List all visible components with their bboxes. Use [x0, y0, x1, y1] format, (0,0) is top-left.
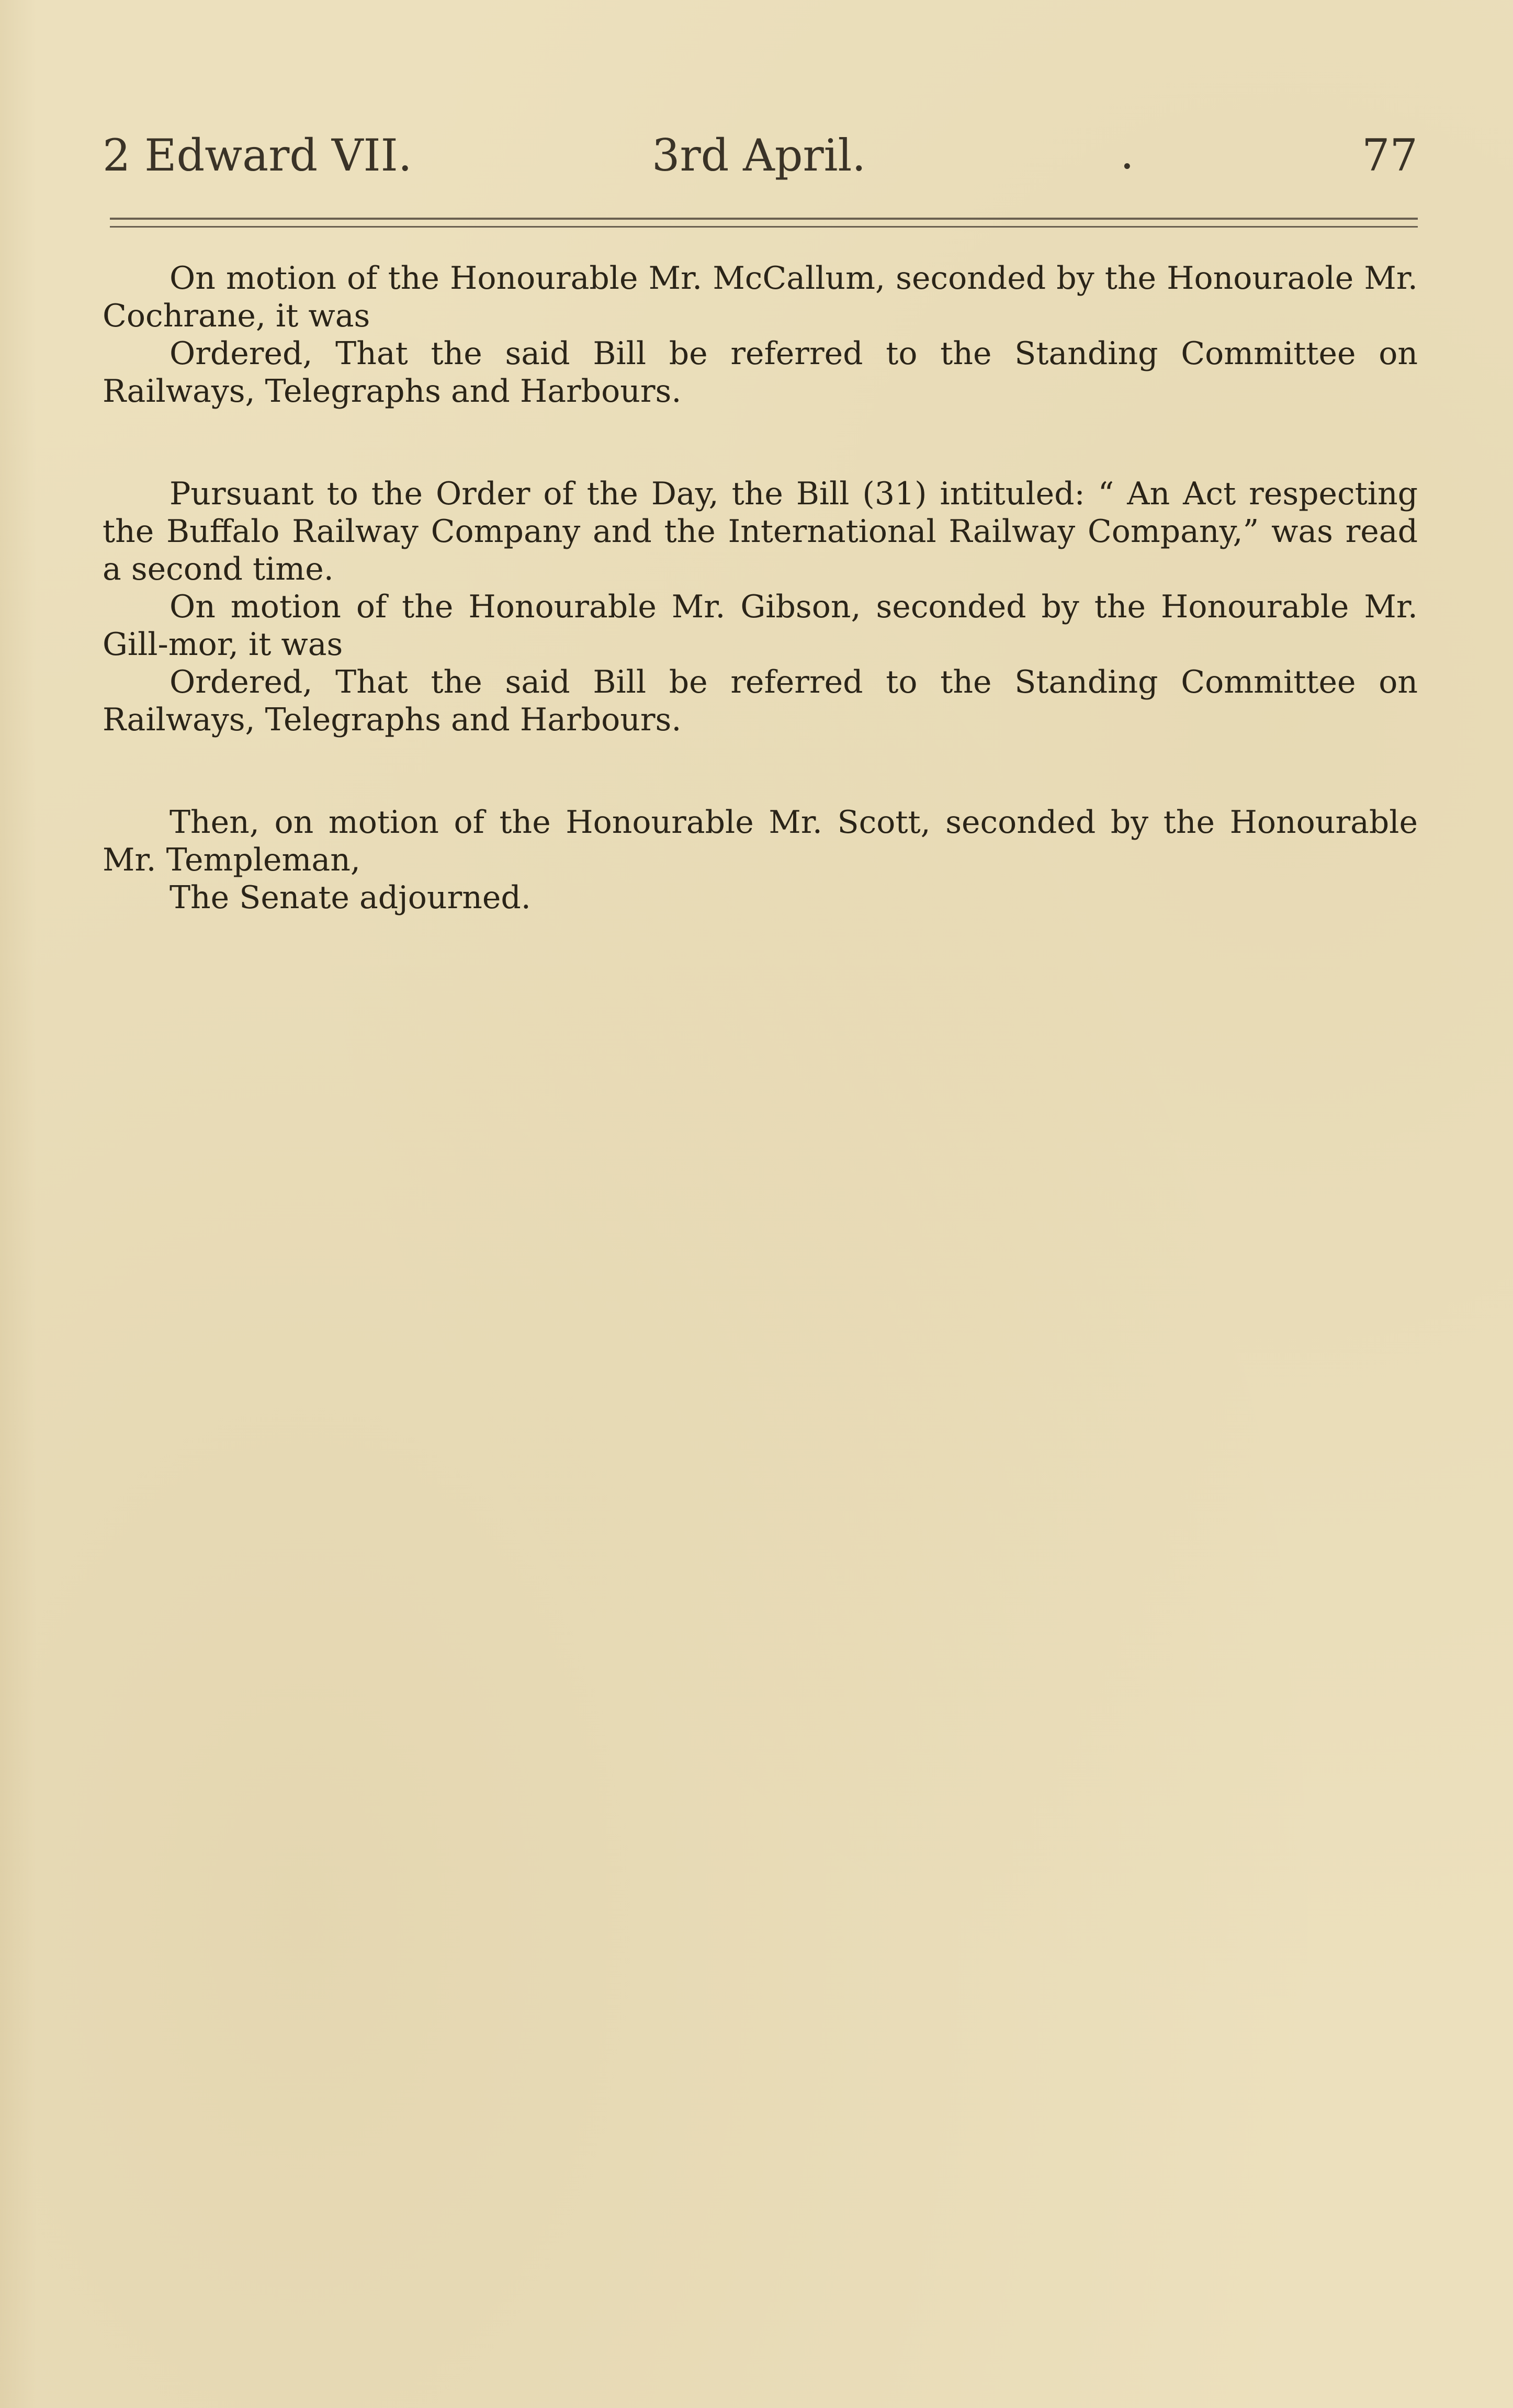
header-dot: .	[1120, 128, 1134, 179]
page-number: 77	[1362, 130, 1418, 181]
document-page	[103, 0, 1418, 2408]
header-rule-bottom	[110, 226, 1418, 228]
paragraph-pursuant-bill-31: Pursuant to the Order of the Day, the Bill (31) intituled: “ An Act respecting the Buffalo Railway Company and the International Railway Company,” was read a second time.	[103, 476, 1418, 587]
paragraph-motion-scott: Then, on motion of the Honourable Mr. Scott, seconded by the Honourable Mr. Templeman,	[103, 804, 1418, 878]
paragraph-senate-adjourned: The Senate adjourned.	[170, 879, 531, 916]
journal-body	[103, 259, 1418, 917]
paragraph-motion-gibson: On motion of the Honourable Mr. Gibson, seconded by the Honourable Mr. Gill-mor, it was	[103, 589, 1418, 663]
header-rule-top	[110, 218, 1418, 220]
header-regnal-year: 2 Edward VII.	[103, 130, 412, 181]
paragraph-ordered-2: Ordered, That the said Bill be referred to the Standing Committee on Railways, Telegraphs and Harbours.	[103, 664, 1418, 738]
running-header	[103, 127, 1418, 184]
paragraph-motion-mccallum: On motion of the Honourable Mr. McCallum, seconded by the Honouraole Mr. Cochrane, it was	[103, 260, 1418, 334]
paragraph-ordered-1: Ordered, That the said Bill be referred to the Standing Committee on Railways, Telegraphs and Harbours.	[103, 335, 1418, 410]
header-date: 3rd April.	[652, 130, 866, 181]
paragraph-gap	[103, 410, 1418, 475]
paragraph-gap	[103, 739, 1418, 804]
